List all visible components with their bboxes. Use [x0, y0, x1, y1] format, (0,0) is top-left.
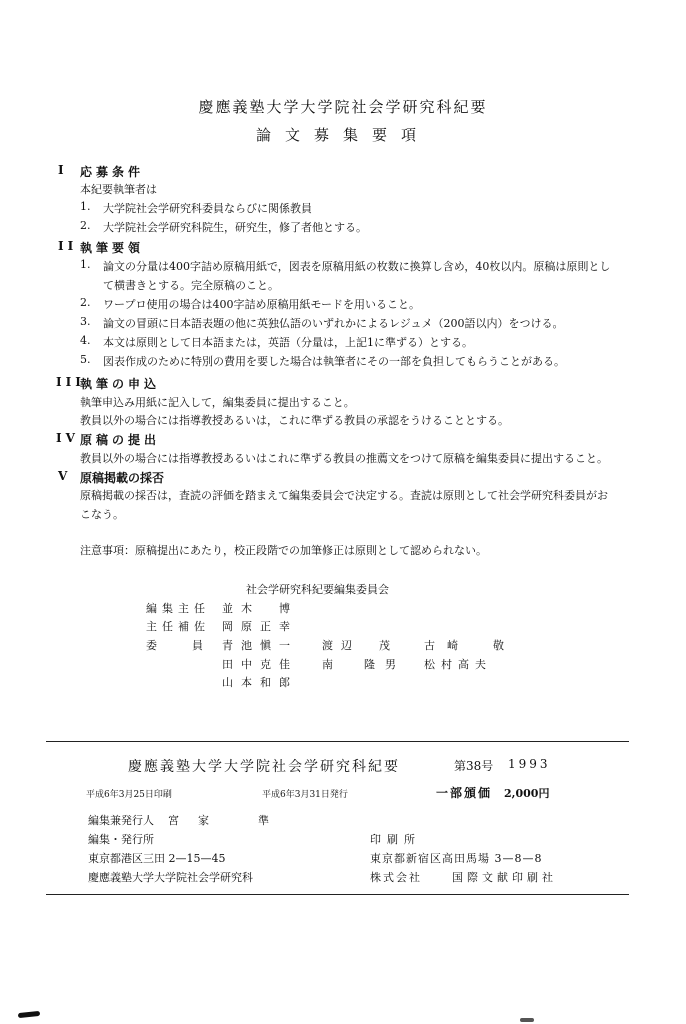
- section-5-line-1: 原稿掲載の採否は，査読の評価を踏まえて編集委員会で決定する。査読は原則として社会学研究科委員がお: [80, 489, 608, 502]
- member-name: 松村高夫: [424, 658, 492, 671]
- section-2-item-1-num: 1.: [80, 258, 91, 271]
- section-1-intro: 本紀要執筆者は: [80, 183, 157, 196]
- section-2-item-2-text: ワープロ使用の場合は400字詰め原稿用紙モードを用いること。: [103, 298, 421, 311]
- section-3-title: 執筆の申込: [80, 377, 161, 391]
- section-1-title: 応募条件: [80, 165, 145, 179]
- notice-text: 注意事項：原稿提出にあたり，校正段階での加筆修正は原則として認められない。: [80, 544, 487, 557]
- colophon-bottom-rule: [46, 894, 629, 895]
- members-label: 委 員: [146, 639, 215, 652]
- section-2-item-3-num: 3.: [80, 315, 91, 328]
- committee-heading: 社会学研究科紀要編集委員会: [246, 583, 389, 596]
- section-3-line-1: 執筆申込み用紙に記入して，編集委員に提出すること。: [80, 396, 355, 409]
- assistant-label: 主任補佐: [146, 620, 210, 633]
- section-5-number: V: [58, 469, 72, 483]
- section-5-title: 原稿掲載の採否: [80, 471, 165, 485]
- printer-company-type: 株式会社: [370, 871, 422, 884]
- colophon-journal-title: 慶應義塾大学大学院社会学研究科紀要: [128, 759, 400, 775]
- editor-label: 編集主任: [146, 602, 210, 615]
- publisher-label: 編集兼発行人: [88, 814, 154, 827]
- section-5-line-2: こなう。: [80, 508, 124, 521]
- publisher-address: 東京都港区三田 2—15—45: [88, 852, 226, 865]
- section-1-item-1-text: 大学院社会学研究科委員ならびに関係教員: [103, 202, 312, 215]
- section-2-title: 執筆要領: [80, 241, 145, 255]
- editing-office-label: 編集・発行所: [88, 833, 154, 846]
- printer-label: 印刷所: [370, 833, 421, 846]
- price-value: 2,000円: [504, 787, 550, 800]
- section-1-item-1-num: 1.: [80, 200, 91, 213]
- section-2-item-4-num: 4.: [80, 334, 91, 347]
- section-1-number: I: [58, 163, 68, 177]
- assistant-name: 岡原正幸: [222, 620, 298, 633]
- print-date: 平成6年3月25日印刷: [86, 790, 172, 800]
- printer-company-name: 国際文献印刷社: [452, 871, 557, 884]
- section-2-item-5-text: 図表作成のために特別の費用を要した場合は執筆者にその一部を負担してもらうことがある。: [103, 355, 565, 368]
- colophon-year: 1993: [508, 757, 551, 771]
- section-1-item-2-text: 大学院社会学研究科院生，研究生，修了者他とする。: [103, 221, 367, 234]
- colophon-issue: 第38号: [454, 759, 494, 773]
- section-4-number: IV: [56, 431, 79, 445]
- section-1-item-2-num: 2.: [80, 219, 91, 232]
- section-2-item-3-text: 論文の冒頭に日本語表題の他に英独仏語のいずれかによるレジュメ（200語以内）をつける。: [103, 317, 564, 330]
- page-title: 論文募集要項: [255, 126, 430, 144]
- section-2-item-4-text: 本文は原則として日本語または，英語（分量は，上記1に準ずる）とする。: [103, 336, 473, 349]
- editor-name: 並木 博: [222, 602, 298, 615]
- price-label: 一部頒価: [436, 786, 493, 800]
- publish-date: 平成6年3月31日発行: [262, 790, 348, 800]
- printer-address: 東京都新宿区高田馬場 3—8—8: [370, 852, 543, 865]
- section-3-line-2: 教員以外の場合には指導教授あるいは，これに準ずる教員の承認をうけることとする。: [80, 414, 509, 427]
- section-2-number: II: [58, 239, 78, 253]
- member-name: 山本和郎: [222, 676, 298, 689]
- member-name: 渡辺 茂: [322, 639, 398, 652]
- section-2-item-5-num: 5.: [80, 353, 91, 366]
- section-4-line-1: 教員以外の場合には指導教授あるいはこれに準ずる教員の推薦文をつけて原稿を編集委員に提出すること。: [80, 452, 608, 465]
- member-name: 南 隆男: [322, 658, 406, 671]
- scan-mark-right: [520, 1018, 534, 1022]
- journal-title: 慶應義塾大学大学院社会学研究科紀要: [198, 98, 488, 116]
- publisher-name: 宮 家 準: [168, 814, 273, 827]
- scan-mark-left: [18, 1011, 40, 1018]
- section-2-item-1-cont: て横書きとする。完全原稿のこと。: [103, 279, 279, 292]
- member-name: 古崎 敬: [424, 639, 516, 652]
- colophon-top-rule: [46, 741, 629, 742]
- member-name: 青池愼一: [222, 639, 298, 652]
- section-3-number: III: [56, 375, 85, 389]
- section-2-item-1-text: 論文の分量は400字詰め原稿用紙で，図表を原稿用紙の枚数に換算し含め，40枚以内。原稿は原則とし: [103, 260, 611, 273]
- section-2-item-2-num: 2.: [80, 296, 91, 309]
- section-4-title: 原稿の提出: [80, 433, 161, 447]
- member-name: 田中克佳: [222, 658, 298, 671]
- publisher-organization: 慶應義塾大学大学院社会学研究科: [88, 871, 253, 884]
